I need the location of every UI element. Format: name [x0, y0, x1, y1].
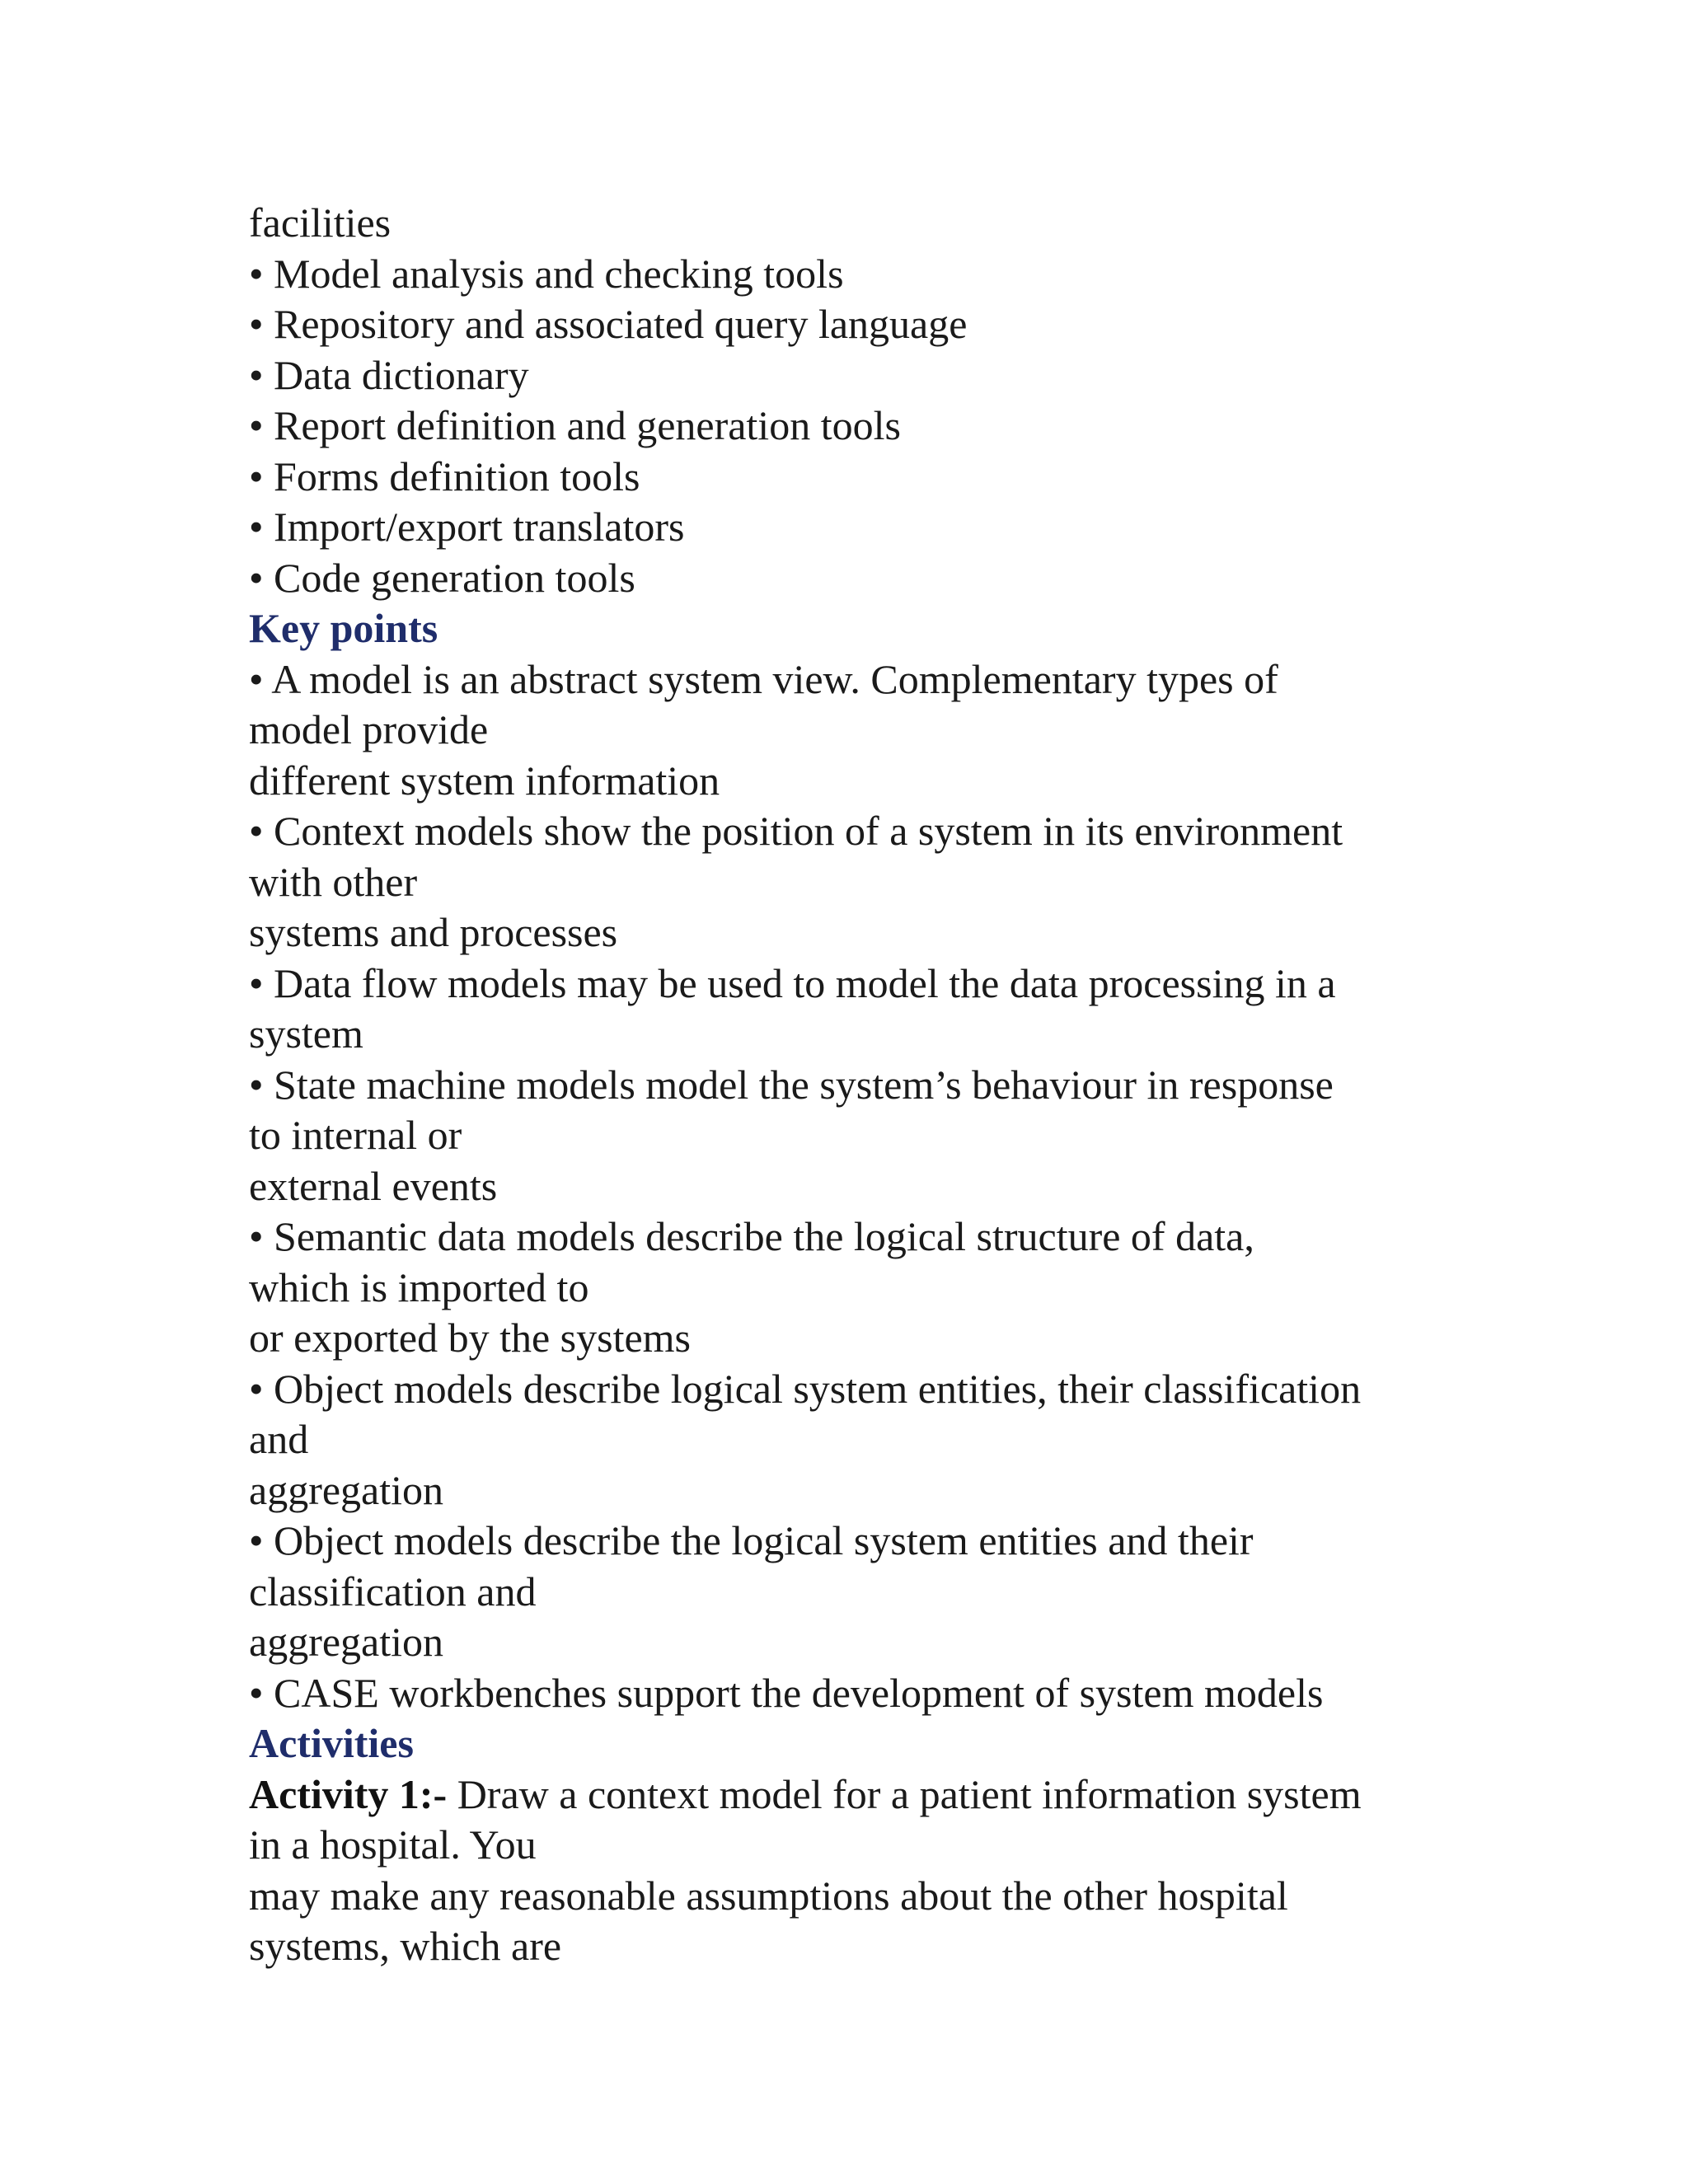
list-item: • Report definition and generation tools: [249, 402, 901, 448]
text-line: • Semantic data models describe the logical structure of data,: [249, 1213, 1254, 1259]
text-line: may make any reasonable assumptions about the other hospital: [249, 1872, 1288, 1919]
text-line: model provide: [249, 706, 489, 752]
list-item: • Forms definition tools: [249, 452, 640, 499]
text-line: external events: [249, 1162, 498, 1209]
key-points-heading: Key points: [249, 605, 438, 651]
text-line: different system information: [249, 757, 720, 804]
text-line: which is imported to: [249, 1263, 589, 1310]
list-item: • Import/export translators: [249, 504, 685, 550]
text-line: aggregation: [249, 1466, 444, 1513]
text-line: systems and processes: [249, 909, 618, 955]
activities-heading: Activities: [249, 1720, 414, 1766]
activity-1-text: Draw a context model for a patient information system: [447, 1770, 1362, 1817]
text-line: • Context models show the position of a system in its environment: [249, 808, 1343, 854]
text-line: aggregation: [249, 1619, 444, 1665]
text-line: facilities: [249, 199, 392, 246]
text-line: with other: [249, 858, 418, 905]
key-points-list: [249, 654, 1535, 1719]
activity-1-label: Activity 1:-: [249, 1770, 448, 1817]
text-line: classification and: [249, 1568, 537, 1615]
text-line: • State machine models model the system’s behaviour in response: [249, 1061, 1334, 1108]
list-item: • Code generation tools: [249, 554, 635, 601]
document-text: [249, 198, 1535, 1972]
text-line: and: [249, 1416, 309, 1462]
text-line: • Object models describe logical system entities, their classification: [249, 1365, 1362, 1412]
text-line: systems, which are: [249, 1923, 562, 1969]
text-line: • Object models describe the logical system entities and their: [249, 1517, 1254, 1563]
text-line: • A model is an abstract system view. Complementary types of: [249, 655, 1278, 702]
text-line: to internal or: [249, 1112, 462, 1158]
activity-1-first-line: [249, 1769, 1535, 1821]
text-line: in a hospital. You: [249, 1821, 537, 1868]
intro-list: [249, 198, 1535, 603]
list-item: • Model analysis and checking tools: [249, 250, 844, 297]
activity-1: [249, 1769, 1535, 1972]
text-line: • CASE workbenches support the development of system models: [249, 1669, 1324, 1716]
list-item: • Data dictionary: [249, 351, 529, 398]
text-line: • Data flow models may be used to model the data processing in a: [249, 959, 1336, 1006]
text-line: system: [249, 1010, 363, 1057]
list-item: • Repository and associated query language: [249, 301, 968, 347]
text-line: or exported by the systems: [249, 1315, 692, 1361]
